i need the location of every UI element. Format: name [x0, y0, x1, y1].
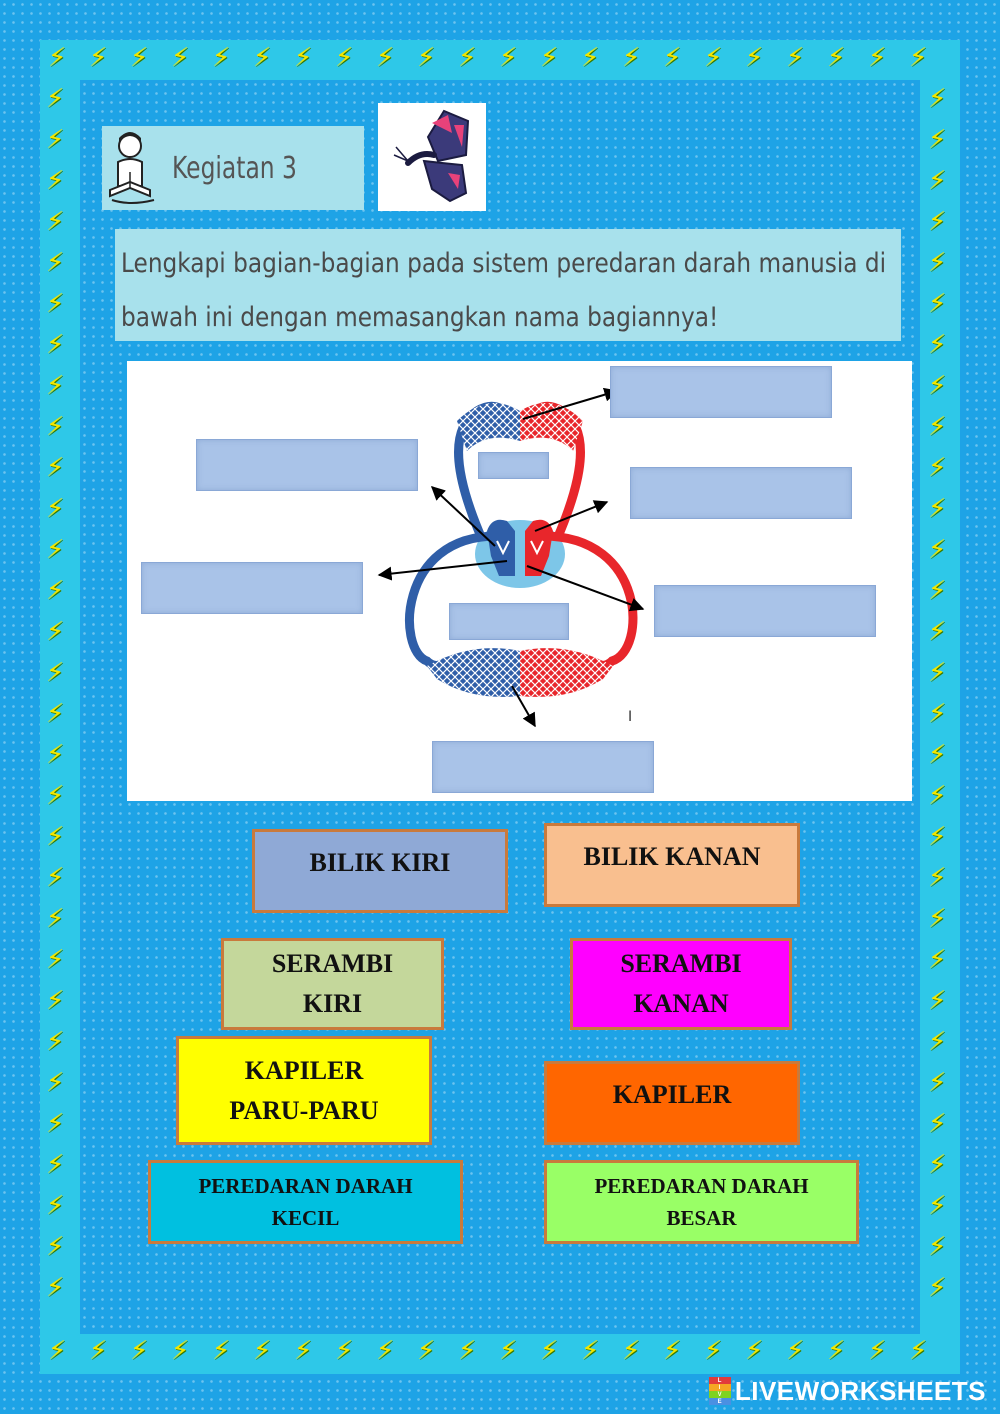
lightning-bolt-icon: ⚡: [253, 43, 272, 73]
answer-card-serambi-kanan[interactable]: [570, 938, 792, 1030]
lightning-bolt-icon: ⚡: [335, 1336, 354, 1366]
lightning-bolt-icon: ⚡: [928, 699, 947, 729]
lightning-bolt-icon: ⚡: [376, 43, 395, 73]
lightning-bolt-icon: ⚡: [46, 207, 65, 237]
lightning-bolt-icon: ⚡: [540, 43, 559, 73]
lightning-bolt-icon: ⚡: [928, 1232, 947, 1262]
lightning-bolt-icon: ⚡: [46, 1150, 65, 1180]
lightning-bolt-icon: ⚡: [928, 904, 947, 934]
lightning-bolt-icon: ⚡: [928, 945, 947, 975]
lightning-bolt-icon: ⚡: [928, 1068, 947, 1098]
lightning-bolt-icon: ⚡: [909, 43, 928, 73]
lightning-bolt-icon: ⚡: [458, 43, 477, 73]
lightning-bolt-icon: ⚡: [48, 43, 67, 73]
drop-slot-4[interactable]: [630, 467, 852, 519]
lightning-bolt-icon: ⚡: [212, 1336, 231, 1366]
lightning-bolt-icon: ⚡: [458, 1336, 477, 1366]
lightning-bolt-icon: ⚡: [417, 43, 436, 73]
lightning-bolt-icon: ⚡: [928, 166, 947, 196]
butterfly-icon: [378, 103, 486, 211]
lightning-bolt-icon: ⚡: [46, 1109, 65, 1139]
lightning-bolt-icon: ⚡: [622, 43, 641, 73]
lightning-bolt-icon: ⚡: [46, 1027, 65, 1057]
lightning-bolt-icon: ⚡: [928, 412, 947, 442]
card-label: BILIK KIRI: [309, 848, 451, 877]
lightning-bolt-icon: ⚡: [745, 43, 764, 73]
logo-letter: I: [709, 1384, 731, 1391]
lightning-bolt-icon: ⚡: [928, 1191, 947, 1221]
lightning-bolt-icon: ⚡: [928, 1109, 947, 1139]
lightning-bolt-icon: ⚡: [46, 781, 65, 811]
lightning-bolt-icon: ⚡: [928, 207, 947, 237]
lightning-bolt-icon: ⚡: [376, 1336, 395, 1366]
lightning-bolt-icon: ⚡: [46, 535, 65, 565]
drop-slot-2[interactable]: [196, 439, 418, 491]
lightning-bolt-icon: ⚡: [928, 248, 947, 278]
lightning-bolt-icon: ⚡: [622, 1336, 641, 1366]
lightning-bolt-icon: ⚡: [46, 1273, 65, 1303]
lightning-bolt-icon: ⚡: [928, 453, 947, 483]
lightning-bolt-icon: ⚡: [928, 617, 947, 647]
lightning-bolt-icon: ⚡: [663, 43, 682, 73]
lightning-bolt-icon: ⚡: [581, 1336, 600, 1366]
lightning-bolt-icon: ⚡: [46, 740, 65, 770]
lightning-bolt-icon: ⚡: [928, 822, 947, 852]
lightning-bolt-icon: ⚡: [46, 289, 65, 319]
diagram-marker: I: [628, 709, 633, 725]
lightning-bolt-icon: ⚡: [46, 494, 65, 524]
drop-slot-5[interactable]: [141, 562, 363, 614]
lightning-bolt-icon: ⚡: [868, 1336, 887, 1366]
lightning-bolt-icon: ⚡: [928, 330, 947, 360]
lightning-bolt-icon: ⚡: [130, 43, 149, 73]
instruction-line-1: Lengkapi bagian-bagian pada sistem peredaran darah manusia di: [121, 248, 887, 279]
lightning-bolt-icon: ⚡: [46, 1191, 65, 1221]
lightning-bolt-icon: ⚡: [46, 412, 65, 442]
lightning-bolt-icon: ⚡: [540, 1336, 559, 1366]
liveworksheets-logo: [709, 1374, 986, 1408]
lightning-bolt-icon: ⚡: [928, 289, 947, 319]
lightning-bolt-icon: ⚡: [171, 1336, 190, 1366]
lightning-bolt-icon: ⚡: [48, 1336, 67, 1366]
lightning-bolt-icon: ⚡: [294, 1336, 313, 1366]
lightning-bolt-icon: ⚡: [928, 576, 947, 606]
instruction-text: [115, 229, 901, 341]
lightning-bolt-icon: ⚡: [928, 658, 947, 688]
lightning-bolt-icon: ⚡: [928, 1027, 947, 1057]
lightning-bolt-icon: ⚡: [212, 43, 231, 73]
lightning-bolt-icon: ⚡: [46, 945, 65, 975]
lightning-bolt-icon: ⚡: [499, 1336, 518, 1366]
lightning-bolt-icon: ⚡: [171, 43, 190, 73]
card-label: KAPILER PARU-PARU: [229, 1055, 379, 1125]
lightning-bolt-icon: ⚡: [46, 84, 65, 114]
activity-header: [102, 126, 364, 210]
lightning-bolt-icon: ⚡: [335, 43, 354, 73]
drop-slot-8[interactable]: [432, 741, 654, 793]
lightning-bolt-icon: ⚡: [704, 1336, 723, 1366]
lightning-bolt-icon: ⚡: [928, 863, 947, 893]
lightning-bolt-icon: ⚡: [581, 43, 600, 73]
lightning-bolt-icon: ⚡: [499, 43, 518, 73]
instruction-line-2: bawah ini dengan memasangkan nama bagiannya!: [121, 302, 719, 333]
lightning-bolt-icon: ⚡: [294, 43, 313, 73]
answer-card-bilik-kiri[interactable]: [252, 829, 508, 913]
drop-slot-7[interactable]: [449, 603, 569, 640]
lightning-bolt-icon: ⚡: [46, 904, 65, 934]
lightning-bolt-icon: ⚡: [928, 740, 947, 770]
lightning-bolt-icon: ⚡: [868, 43, 887, 73]
lightning-bolt-icon: ⚡: [928, 494, 947, 524]
answer-card-peredaran-darah-besar[interactable]: [544, 1160, 859, 1244]
lightning-bolt-icon: ⚡: [46, 371, 65, 401]
drop-slot-1[interactable]: [610, 366, 832, 418]
drop-slot-3[interactable]: [478, 452, 549, 479]
lightning-bolt-icon: ⚡: [46, 1068, 65, 1098]
lightning-bolt-icon: ⚡: [745, 1336, 764, 1366]
lightning-bolt-icon: ⚡: [46, 863, 65, 893]
lightning-bolt-icon: ⚡: [786, 1336, 805, 1366]
lightning-bolt-icon: ⚡: [253, 1336, 272, 1366]
lightning-bolt-icon: ⚡: [928, 986, 947, 1016]
lightning-bolt-icon: ⚡: [928, 781, 947, 811]
lightning-bolt-icon: ⚡: [663, 1336, 682, 1366]
lightning-bolt-icon: ⚡: [928, 1273, 947, 1303]
card-label: KAPILER: [612, 1080, 732, 1109]
answer-card-bilik-kanan[interactable]: [544, 823, 800, 907]
lightning-bolt-icon: ⚡: [928, 1150, 947, 1180]
card-label: PEREDARAN DARAH BESAR: [594, 1174, 809, 1230]
lightning-bolt-icon: ⚡: [46, 617, 65, 647]
answer-card-kapiler-paru-paru[interactable]: [176, 1036, 432, 1145]
lightning-bolt-icon: ⚡: [786, 43, 805, 73]
lightning-bolt-icon: ⚡: [827, 43, 846, 73]
activity-title: Kegiatan 3: [172, 150, 297, 186]
lightning-bolt-icon: ⚡: [46, 330, 65, 360]
lightning-bolt-icon: ⚡: [46, 453, 65, 483]
answer-card-serambi-kiri[interactable]: [221, 938, 444, 1030]
lightning-bolt-icon: ⚡: [130, 1336, 149, 1366]
lightning-bolt-icon: ⚡: [827, 1336, 846, 1366]
lightning-bolt-icon: ⚡: [46, 822, 65, 852]
lightning-bolt-icon: ⚡: [928, 125, 947, 155]
lightning-bolt-icon: ⚡: [46, 576, 65, 606]
logo-letter: V: [709, 1391, 731, 1398]
lightning-bolt-icon: ⚡: [46, 125, 65, 155]
card-label: BILIK KANAN: [583, 842, 761, 871]
answer-card-peredaran-darah-kecil[interactable]: [148, 1160, 463, 1244]
logo-letter: E: [709, 1398, 731, 1405]
lightning-bolt-icon: ⚡: [909, 1336, 928, 1366]
lightning-bolt-icon: ⚡: [46, 166, 65, 196]
lightning-bolt-icon: ⚡: [89, 1336, 108, 1366]
lightning-bolt-icon: ⚡: [89, 43, 108, 73]
lightning-bolt-icon: ⚡: [46, 986, 65, 1016]
logo-letter: L: [709, 1377, 731, 1384]
drop-slot-6[interactable]: [654, 585, 876, 637]
lightning-bolt-icon: ⚡: [928, 535, 947, 565]
lightning-bolt-icon: ⚡: [46, 248, 65, 278]
lightning-bolt-icon: ⚡: [46, 699, 65, 729]
reading-child-icon: [108, 130, 166, 206]
card-label: SERAMBI KANAN: [620, 949, 742, 1018]
card-label: PEREDARAN DARAH KECIL: [198, 1174, 413, 1230]
butterfly-image: [378, 103, 486, 211]
circulation-diagram: [127, 361, 912, 801]
lightning-bolt-icon: ⚡: [928, 371, 947, 401]
card-label: SERAMBI KIRI: [271, 949, 394, 1018]
liveworksheets-icon: [709, 1377, 731, 1405]
lightning-bolt-icon: ⚡: [704, 43, 723, 73]
lightning-bolt-icon: ⚡: [46, 1232, 65, 1262]
lightning-bolt-icon: ⚡: [46, 658, 65, 688]
lightning-bolt-icon: ⚡: [928, 84, 947, 114]
lightning-bolt-icon: ⚡: [417, 1336, 436, 1366]
answer-card-kapiler[interactable]: [544, 1061, 800, 1145]
brand-name: LIVEWORKSHEETS: [734, 1375, 986, 1406]
